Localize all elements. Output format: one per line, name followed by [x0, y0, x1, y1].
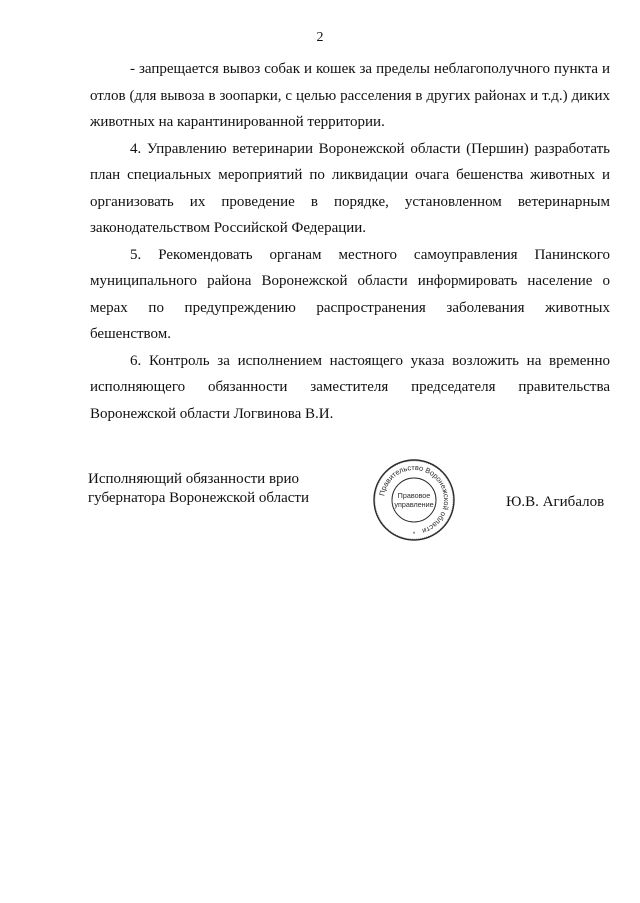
stamp-star-icon: * — [412, 532, 416, 538]
signer-title-line-1: Исполняющий обязанности врио — [88, 471, 300, 487]
legal-department-stamp — [372, 458, 456, 542]
document-body — [90, 56, 610, 427]
signer-name: Ю.В. Агибалов — [506, 494, 605, 510]
signature-block — [88, 462, 628, 560]
page-number: 2 — [316, 30, 324, 45]
paragraph-veterinary-plan: 4. Управлению ветеринарии Воронежской области (Першин) разработать план специальных мероприятий по ликвидации очага бешенства животных и организовать их проведение в порядке, установленном ветеринарным законодательством Российской Федерации. — [90, 140, 610, 236]
paragraph-local-government: 5. Рекомендовать органам местного самоуправления Панинского муниципального района Воронежской области информировать население о мерах по предупреждению распространения заболевания животных бешенством. — [90, 246, 610, 342]
stamp-ring-text: Правительство Воронежской области — [377, 462, 452, 536]
paragraph-export-ban: - запрещается вывоз собак и кошек за пределы неблагополучного пункта и отлов (для вывоза в зоопарки, с целью расселения в других районах и т.д.) диких животных на карантинированной территории. — [90, 61, 610, 130]
stamp-center-line-1: Правовое — [397, 491, 431, 500]
signer-title-line-2: губернатора Воронежской области — [88, 490, 309, 506]
stamp-center-line-2: управление — [394, 500, 434, 509]
signer-title — [88, 470, 328, 508]
paragraph-control: 6. Контроль за исполнением настоящего указа возложить на временно исполняющего обязанности заместителя председателя правительства Воронежской области Логвинова В.И. — [90, 352, 610, 422]
